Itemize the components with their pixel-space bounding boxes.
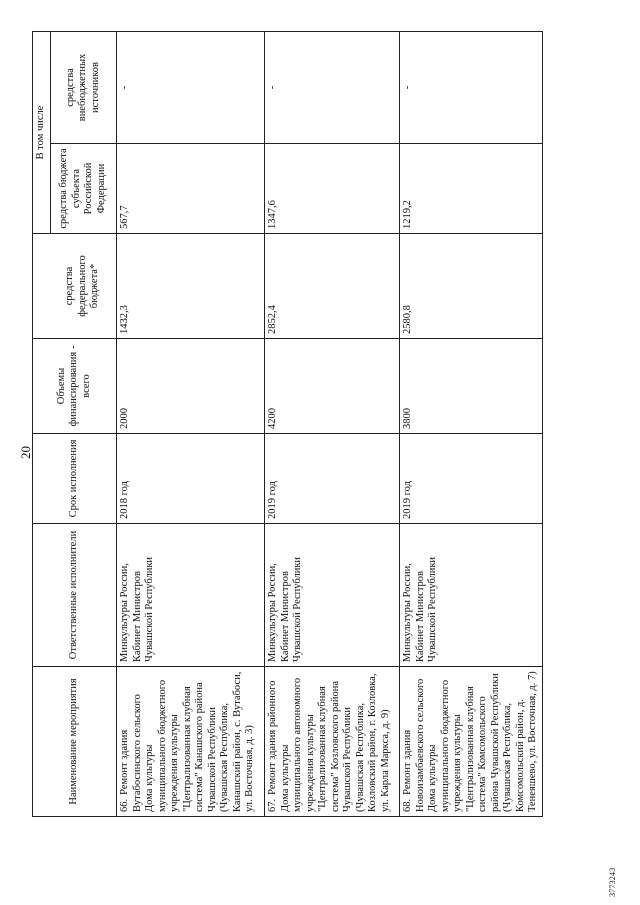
row-volume: 2000 xyxy=(117,339,265,434)
document-id: 3773243 xyxy=(608,867,617,897)
header-name: Наименование мероприятия xyxy=(33,667,117,817)
row-extra: - xyxy=(265,31,400,143)
row-extra: - xyxy=(400,31,543,143)
row-federal: 2580,8 xyxy=(400,234,543,339)
header-including: В том числе xyxy=(33,31,51,233)
row-term: 2018 год xyxy=(117,434,265,524)
header-executors: Ответственные исполнители xyxy=(33,524,117,667)
page-number: 20 xyxy=(18,446,33,459)
row-name-cell xyxy=(117,667,265,817)
row-term: 2019 год xyxy=(400,434,543,524)
header-federal-spacer xyxy=(33,234,51,339)
header-row-top xyxy=(33,31,51,816)
header-extra: средства внебюджетных источников xyxy=(50,31,117,143)
header-regional: средства бюджета субъекта Российской Федерации xyxy=(50,144,117,234)
row-name: Ремонт здания Новоизамбаевского сельского Дома культуры муниципального бюджетного учреждения культуры "Централизованная клубная система" Комсомольского района Чувашской Республики (Чувашская Республика, Комсомольский район, д. Тенеяшево, ул. Восточная, д. 7) xyxy=(402,671,538,812)
row-volume: 3800 xyxy=(400,339,543,434)
row-number: 67. xyxy=(267,798,278,812)
row-extra: - xyxy=(117,31,265,143)
activities-table xyxy=(32,31,543,817)
row-term: 2019 год xyxy=(265,434,400,524)
row-volume: 4200 xyxy=(265,339,400,434)
row-name-cell xyxy=(265,667,400,817)
row-number: 66. xyxy=(119,798,130,812)
table-row xyxy=(117,31,265,816)
header-volume: Объемы финансирования - всего xyxy=(33,339,117,434)
row-number: 68. xyxy=(402,798,413,812)
table-row xyxy=(265,31,400,816)
row-regional: 1347,6 xyxy=(265,144,400,234)
row-executors: Минкультуры России, Кабинет Министров Чувашской Республики xyxy=(400,524,543,667)
table-row xyxy=(400,31,543,816)
row-executors: Минкультуры России, Кабинет Министров Чувашской Республики xyxy=(117,524,265,667)
row-executors: Минкультуры России, Кабинет Министров Чувашской Республики xyxy=(265,524,400,667)
row-name: Ремонт здания районного Дома культуры муниципального автономного учреждения культуры "Централизованная клубная система" Козловского района Чувашской Республики (Чувашская Республика, Козловский район, г. Козловка, ул. Карла Маркса, д. 9) xyxy=(267,673,391,812)
row-regional: 567,7 xyxy=(117,144,265,234)
row-name-cell xyxy=(400,667,543,817)
row-federal: 1432,3 xyxy=(117,234,265,339)
row-federal: 2852,4 xyxy=(265,234,400,339)
row-regional: 1219,2 xyxy=(400,144,543,234)
row-name: Ремонт здания Вутабосинского сельского Дома культуры муниципального бюджетного учреждения культуры "Централизованная клубная система" Канашского района Чувашской Республики (Чувашская Республика, Канашский район, с. Вутабоси, ул. Восточная, д. 3) xyxy=(119,671,255,812)
header-term: Срок исполнения xyxy=(33,434,117,524)
header-federal: средства федерального бюджета* xyxy=(50,234,117,339)
